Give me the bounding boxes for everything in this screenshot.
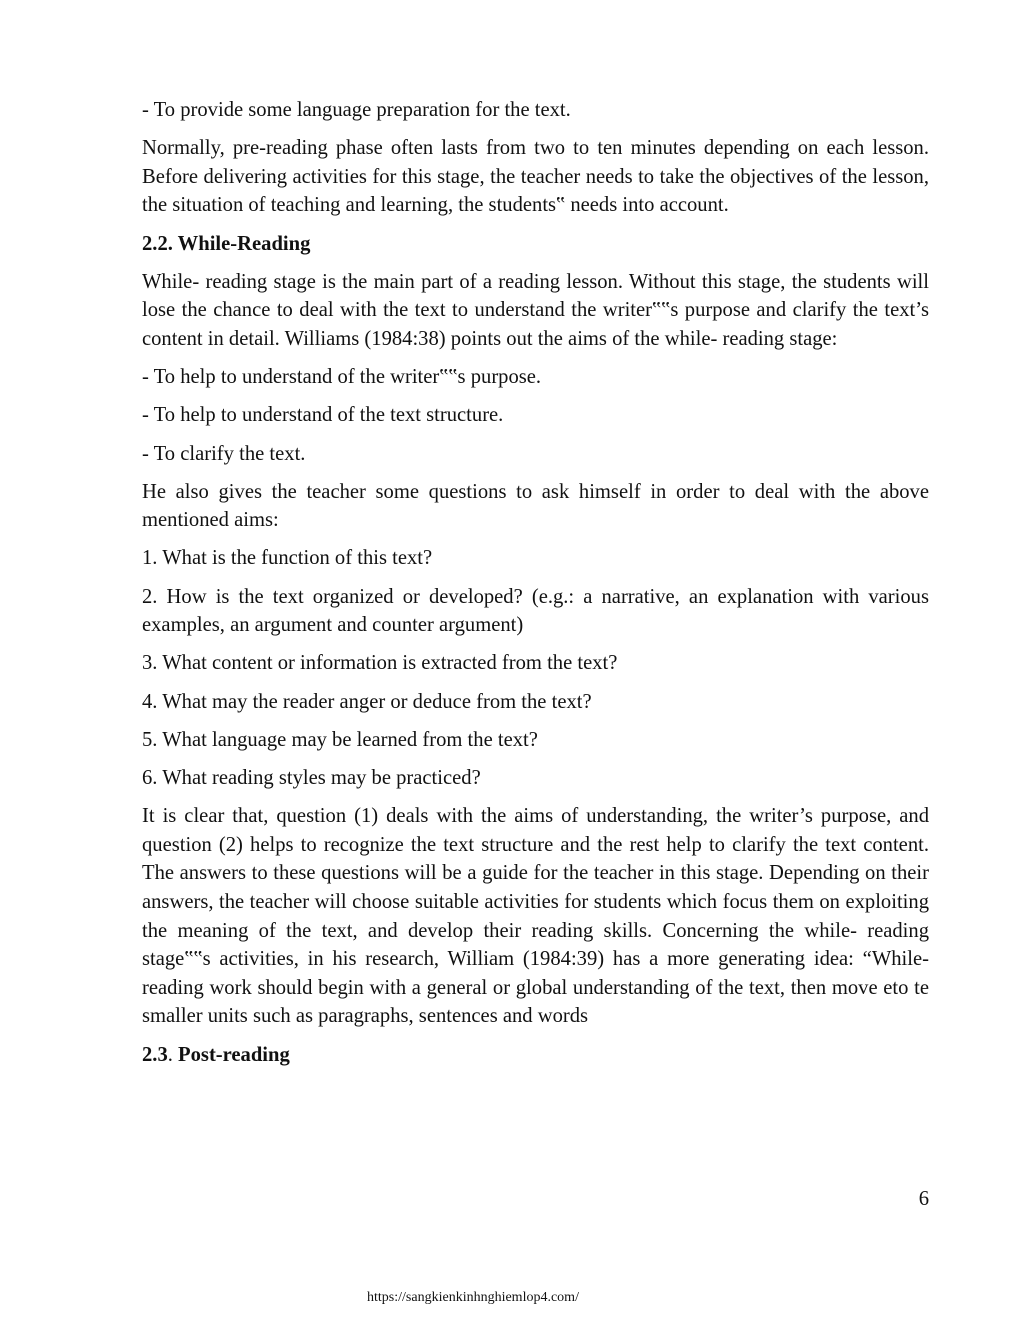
document-body xyxy=(142,96,929,1079)
section-separator: . xyxy=(167,1043,179,1066)
question-item-4: 4. What may the reader anger or deduce from the text? xyxy=(142,690,592,713)
pre-reading-paragraph: Normally, pre-reading phase often lasts from two to ten minutes depending on each lesson. Before delivering activities for this stage, the teacher needs to take the objectives of the lesson, the situation of teaching and learning, the students‟ needs into account. xyxy=(142,137,929,217)
section-title: Post-reading xyxy=(178,1043,290,1066)
questions-intro-paragraph: He also gives the teacher some questions to ask himself in order to deal with the above mentioned aims: xyxy=(142,480,929,532)
section-heading-post-reading xyxy=(142,1041,929,1070)
question-item-1: 1. What is the function of this text? xyxy=(142,547,433,570)
question-item-5: 5. What language may be learned from the text? xyxy=(142,728,538,751)
section-number: 2.3 xyxy=(142,1043,168,1066)
footer-url: https://sangkienkinhnghiemlop4.com/ xyxy=(367,1290,579,1305)
preparation-item: - To provide some language preparation for the text. xyxy=(142,99,571,121)
question-item-6: 6. What reading styles may be practiced? xyxy=(142,767,481,789)
aim-item-clarify: - To clarify the text. xyxy=(142,442,306,465)
aim-item-purpose: - To help to understand of the writer‟‟s purpose. xyxy=(142,366,542,389)
aim-item-structure: - To help to understand of the text structure. xyxy=(142,404,504,427)
question-item-3: 3. What content or information is extracted from the text? xyxy=(142,652,618,675)
while-reading-paragraph: While- reading stage is the main part of a reading lesson. Without this stage, the students will lose the chance to deal with the text to understand the writer‟‟s purpose and clarify the text’s content in detail. Williams (1984:38) points out the aims of the while- reading stage: xyxy=(142,270,929,350)
question-item-2: 2. How is the text organized or developed? (e.g.: a narrative, an explanation with various examples, an argument and counter argument) xyxy=(142,585,929,637)
page-number: 6 xyxy=(918,1188,929,1210)
section-heading-while-reading: 2.2. While-Reading xyxy=(142,232,311,255)
conclusion-paragraph: It is clear that, question (1) deals with the aims of understanding, the writer’s purpose, and question (2) helps to recognize the text structure and the rest help to clarify the text content. The answers to these questions will be a guide for the teacher in this stage. Depending on their answers, the teacher will choose suitable activities for students which focus them on exploiting the meaning of the text, and develop their reading skills. Concerning the while- reading stage‟‟s activities, in his research, William (1984:39) has a more generating idea: “While- reading work should begin with a general or global understanding of the text, then move eto te smaller units such as paragraphs, sentences and words xyxy=(142,805,929,1028)
